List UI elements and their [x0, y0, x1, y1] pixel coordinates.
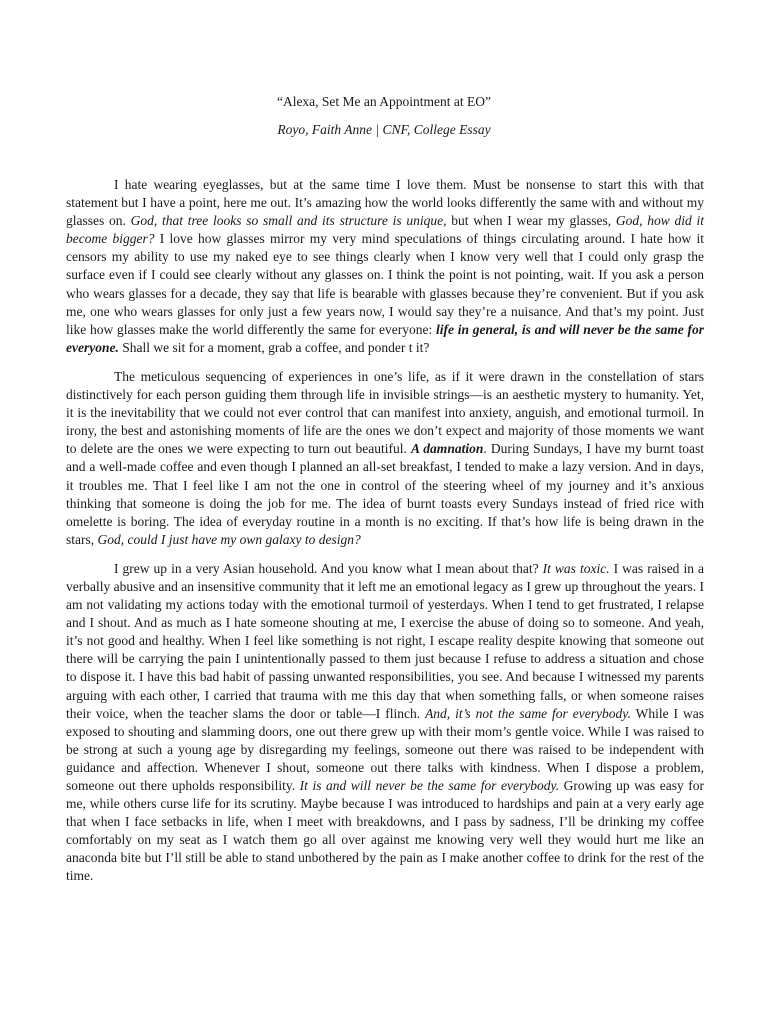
text-run: . During Sundays, I have my burnt toast and a well-made coffee and even though I planned an all-set breakfast, I tended to make a lazy version. And in days, it troubles me. That I feel like I am not the one in control of the steering wheel of my journey and it’s anxious thinking that someone is doing the job for me. The idea of burnt toasts every Sundays instead of fried rice with omelette is boring. The idea of everyday routine in a month is no exciting. If that’s how life is being drawn in the stars,	[66, 441, 705, 547]
italic-run: God, that tree looks so small and its structure is unique	[130, 213, 444, 229]
text-run: The meticulous sequencing of experiences in one’s life, as if it were drawn in the constellation of stars distinctively for each person guiding them through life in invisible strings—is an aesthetic mystery to humanity. Yet, it is the inevitability that we could not ever control that can manifest into anxiety, anguish, and emotional turmoil. In irony, the best and astonishing moments of life are the ones we don’t expect and majority of those moments we want to delete are the ones we were expecting to turn out beautiful.	[66, 368, 704, 457]
essay-byline: Royo, Faith Anne | CNF, College Essay	[277, 122, 491, 137]
bold-italic-run: life in general, is and will never be the same for everyone.	[66, 321, 704, 355]
text-run: I grew up in a very Asian household. And you know what I mean about that?	[114, 560, 543, 576]
text-run: Shall we sit for a moment, grab a coffee, and ponder t it?	[118, 339, 430, 355]
italic-run: It was toxic.	[542, 560, 610, 576]
essay-body	[66, 176, 704, 897]
text-run: While I was exposed to shouting and slamming doors, one out there grew up with their mom’s gentle voice. While I was raised to be strong at such a young age by disregarding my feelings, someone out there was raised to be independent with guidance and affection. Whenever I shout, someone out there talks with kindness. When I dispose a problem, someone out there upholds responsibility.	[66, 705, 705, 793]
text-run: I hate wearing eyeglasses, but at the same time I love them. Must be nonsense to start this with that statement but I have a point, here me out. It’s amazing how the world looks differently the same with and without my glasses on.	[66, 177, 704, 229]
italic-run: It is and will never be the same for everybody.	[299, 778, 560, 793]
essay-title: “Alexa, Set Me an Appointment at EO”	[276, 94, 492, 109]
paragraph-3	[66, 560, 704, 886]
italic-run: God, how did it become bigger?	[66, 213, 704, 247]
bold-italic-run: A damnation	[410, 441, 484, 457]
italic-run: And, it’s not the same for everybody.	[425, 705, 631, 721]
paragraph-2	[66, 368, 704, 549]
text-run: I was raised in a verbally abusive and an insensitive community that it left me an emotional legacy as I grew up throughout the years. I am not validating my actions today with the emotional turmoil of yesterdays. When I tend to get frustrated, I relapse and I shout. And as much as I hate someone shouting at me, I exercise the abuse of doing so to someone. And yeah, it’s not good and healthy. When I feel like something is not right, I escape reality despite knowing that someone out there will be carrying the pain I unintentionally passed to them just because I refuse to address a situation and chose to dispose it. I have this bad habit of passing unwanted responsibilities, you see. And because I witnessed my parents arguing with each other, I carried that trauma with me this day that when something falls, or when someone raises their voice, when the teacher slams the door or table—I flinch.	[66, 560, 704, 721]
text-run: Growing up was easy for me, while others curse life for its scrutiny. Maybe because I was introduced to hardships and pain at a very early age that when I face setbacks in life, when I meet with breakdowns, and I pass by sadness, I’ll be drinking my coffee comfortably on my seat as I watch them go all over against me knowing very well they would hurt me like an anaconda bite but I’ll still be able to stand unbothered by the pain as I make another coffee to drink for the rest of the time.	[66, 778, 704, 884]
italic-run: God, could I just have my own galaxy to design?	[97, 531, 361, 547]
text-run: I love how glasses mirror my very mind speculations of things circulating around. I hate how it censors my ability to use my naked eye to see things clearly when I know very well that I could only grasp the surface even if I could see clearly without any glasses on. I think the point is not pointing, wait. If you ask a person who wears glasses for a decade, they say that life is bearable with glasses because they’re convenient. But if you ask me, one who wears glasses for only just a few years now, I would say they’re a nuisance. And that’s my point. Just like how glasses make the world differently the same for everyone:	[66, 231, 705, 337]
paragraph-1	[66, 176, 704, 357]
text-run: , but when I wear my glasses,	[443, 213, 616, 229]
